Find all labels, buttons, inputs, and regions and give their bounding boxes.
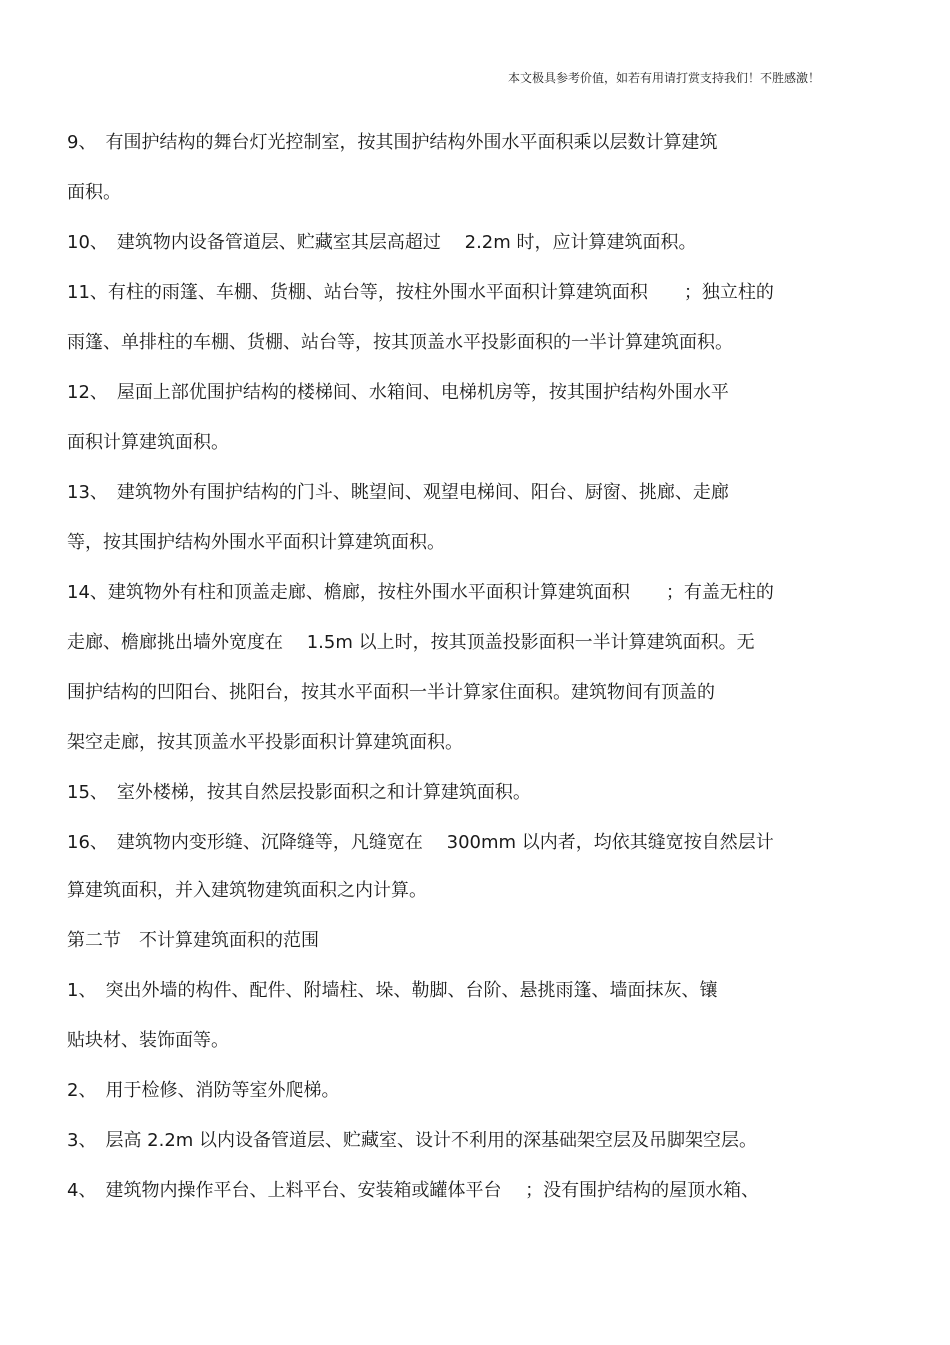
header-note: 本文极具参考价值，如若有用请打赏支持我们！不胜感激！ xyxy=(508,71,821,85)
text-line: 2、 用于检修、消防等室外爬梯。 xyxy=(67,1080,340,1101)
text-line: 15、 室外楼梯，按其自然层投影面积之和计算建筑面积。 xyxy=(67,782,531,803)
text-line: 走廊、檐廊挑出墙外宽度在 1.5m 以上时，按其顶盖投影面积一半计算建筑面积。无 xyxy=(67,632,755,653)
text-line: 13、 建筑物外有围护结构的门斗、眺望间、观望电梯间、阳台、厨窗、挑廊、走廊 xyxy=(67,482,729,503)
text-line: 4、 建筑物内操作平台、上料平台、安装箱或罐体平台 ；没有围护结构的屋顶水箱、 xyxy=(67,1180,760,1201)
section-heading: 第二节 不计算建筑面积的范围 xyxy=(67,930,319,951)
text-line: 等，按其围护结构外围水平面积计算建筑面积。 xyxy=(67,532,445,553)
text-line: 雨篷、单排柱的车棚、货棚、站台等，按其顶盖水平投影面积的一半计算建筑面积。 xyxy=(67,332,733,353)
text-line: 面积计算建筑面积。 xyxy=(67,432,229,453)
text-line: 16、 建筑物内变形缝、沉降缝等，凡缝宽在 300mm 以内者，均依其缝宽按自然层计 xyxy=(67,832,774,853)
text-line: 14、建筑物外有柱和顶盖走廊、檐廊，按柱外围水平面积计算建筑面积 ；有盖无柱的 xyxy=(67,582,774,603)
text-line: 12、 屋面上部优围护结构的楼梯间、水箱间、电梯机房等，按其围护结构外围水平 xyxy=(67,382,729,403)
text-line: 面积。 xyxy=(67,182,121,203)
text-line: 3、 层高 2.2m 以内设备管道层、贮藏室、设计不利用的深基础架空层及吊脚架空层。 xyxy=(67,1130,758,1151)
text-line: 1、 突出外墙的构件、配件、附墙柱、垛、勒脚、台阶、悬挑雨篷、墙面抹灰、镶 xyxy=(67,980,718,1001)
text-line: 10、 建筑物内设备管道层、贮藏室其层高超过 2.2m 时，应计算建筑面积。 xyxy=(67,232,697,253)
text-line: 9、 有围护结构的舞台灯光控制室，按其围护结构外围水平面积乘以层数计算建筑 xyxy=(67,132,718,153)
text-line: 11、有柱的雨篷、车棚、货棚、站台等，按柱外围水平面积计算建筑面积 ；独立柱的 xyxy=(67,282,774,303)
text-line: 算建筑面积，并入建筑物建筑面积之内计算。 xyxy=(67,880,427,901)
text-line: 围护结构的凹阳台、挑阳台，按其水平面积一半计算家住面积。建筑物间有顶盖的 xyxy=(67,682,715,703)
text-line: 架空走廊，按其顶盖水平投影面积计算建筑面积。 xyxy=(67,732,463,753)
text-line: 贴块材、装饰面等。 xyxy=(67,1030,229,1051)
